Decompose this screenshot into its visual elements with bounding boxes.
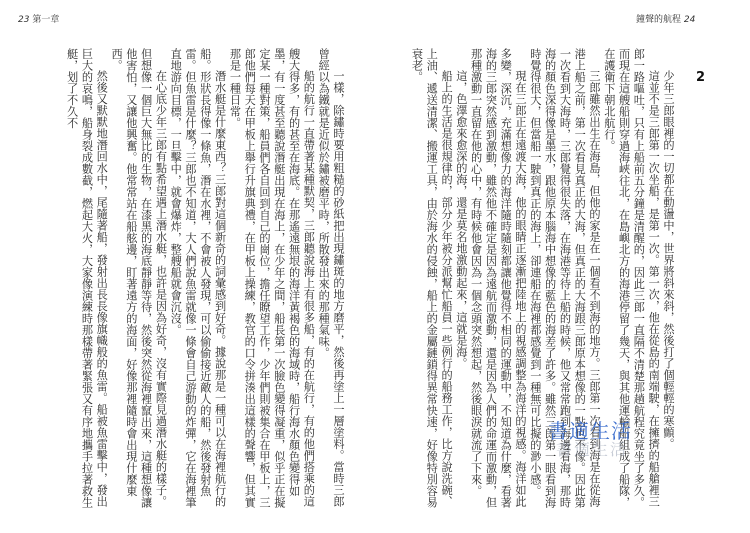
paragraph: 這，色澤愈來愈深的海，還是莫名地激動起來，這就是海。 — [454, 70, 468, 370]
left-page-number: 23 — [18, 15, 30, 25]
paragraph: 然後又默默地潛回水中，尾隨著船，發射出長長像旗幟般的魚雷。船被魚雷擊中，發出巨大的哀鳴，船身裂成數截，燃起大火，大家像演練時那樣帶著緊張又有序地攜手拉著救生艇，划了不久不 — [65, 48, 109, 508]
left-page-body — [40, 48, 345, 516]
watermark-shadow-text: 書適生活 — [556, 440, 629, 459]
watermark-text: 書適生活 — [548, 419, 632, 443]
right-page-number: 24 — [683, 15, 696, 25]
watermark-logo — [548, 415, 643, 459]
paragraph: 現在三郎正在遠渡大海，他的眼睛正逐漸把陸地上的視感調整為海洋的視感。海洋如此多變，深沉，充滿想像力的海洋隨時隨刻都讓他覺得不相同的運動中，不知道為什麼，看著海的三郎突然感到激動，雖然他不確定是因為遠航而激動，還是因為人們的命運而激動，但那種激動一直留在他的心中，有時候他會因為一個念頭突然想起，然後眼淚就流了下來。 — [469, 48, 528, 508]
book-title: 鐘聲的航程 — [636, 15, 682, 25]
paragraph: 潛水艇是什麼東西？三郎對這個新奇的詞彙感到好奇。據說那是一種可以在海裡航行的船。形狀長得像一條魚，潛在水裡，不會被人發現，可以偷偷接近敵人的船，然後發射魚雷。但魚雷是什麼？三郎也不知道，大人們說魚雷就像一條會自己游動的炸彈，它在海裡筆直地游向目標，一旦擊中，就會爆炸，整艘船就會沉沒。 — [169, 48, 227, 508]
paragraph: 船上的生活是很規律的，部分少年被分派幫忙船員一些例行的船務工作，比方說洗碗、上油、遞送清潔、搬運工具，由於海水的侵蝕，船上的金屬鏈鎖得異常快速，好像特別容易衰老。 — [410, 48, 454, 508]
left-page-header — [18, 12, 59, 25]
left-chapter-title: 第一章 — [32, 15, 60, 25]
chapter-section-mark: 2 — [696, 70, 706, 85]
paragraph: 在心底少年三郎有點希望遇上潛水艇，也許是因為好奇，沒有實際見過潛水艇的樣子。但想像一個巨大無比的生物，在漆黑的海底靜靜等待，然後突然從海裡竄出來，這種想像讓他害怕，又讓他興奮。他常常站在船舷邊，盯著遠方的海面，好像那裡隨時會出現什麼東西。 — [110, 48, 168, 508]
paragraph: 少年三郎眼裡的一切都在動盪中，世界將斜來斜，然後打了個輕輕的寒顫。 — [662, 70, 675, 450]
right-page-header — [636, 12, 695, 25]
paragraph: 一樣，除鏽時要用粗糙的砂紙把出現鏽斑的地方磨平，然後再塗上一層塗料。當時三郎曾經以為鐵就是近似於鏽被磨平時，所散發出來的那種氣味。 — [317, 48, 345, 508]
paragraph: 這並不是三郎第一次坐船，是第一次。第一次，他在從島的南端駛，在擁擠的船艙裡三郎一路嘔吐，只有上船前五分鐘是清醒的，因此三郎一直隔不清楚那趟航程究竟坐了多久。而現在這艘船則穿過海峽往北，在島嶼北方的海港停留了幾天，與其他運輸船組成了船隊，在護衛下朝北航行。 — [602, 48, 661, 508]
paragraph: 船的航行一直帶著某種默契，三郎聽說海上有很多船，有的在航行，有的他們搭乘的這艘大得多，有的甚至在海底。在那遙遠無垠的海洋黃褐色的海域時，船行海水顏色變得如墨，有一度甚至聽說潛艇出現在海上，在少年之間，船長第一次臉色變得凝重，似乎正在擬定某一種對策，船員們各自回到自己的崗位，擔任瞭望工作，少年們則被集合在甲板上，三郎他們每天在甲板上舉行升旗典禮，在甲板上操練，教官的口令拼湊出這樣的聲響，但其實那是一種日常。 — [228, 48, 316, 508]
paragraph: 三郎雖然出生在海島，但他的家是在一個看不到海的地方。三郎第一次看到海是在從海港上船之前，第一次看見真正的大海，但真正的大海跟三郎原本想像的一點也不像。因此第一次看到大海時，三郎覺得很失落，在海港等待上船的時候，他又常常跑到海邊看海，那時海的顏色深得像是墨水，跟他原本腦海中想像的藍色的海差了許多。雖然三郎第一眼看到海時覺得很大，但當船一駛到真正的海上，卻連船在海裡都感覺到一種無可比擬的渺小感。 — [528, 48, 602, 508]
